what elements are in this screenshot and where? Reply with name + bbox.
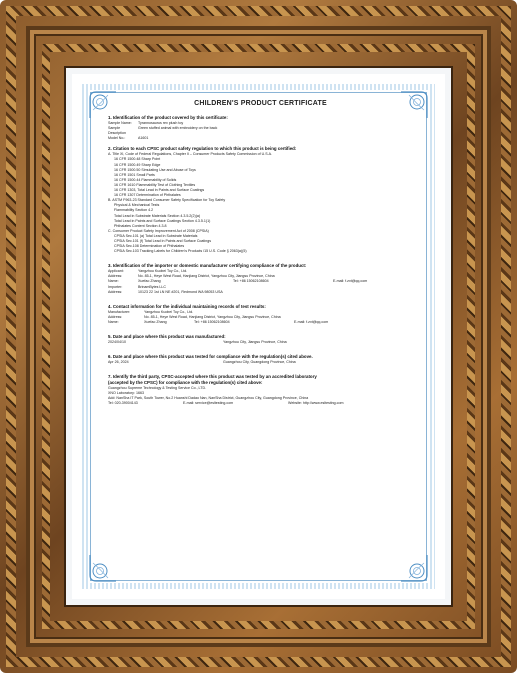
field-row [108, 136, 413, 141]
field-value: Green stuffed animal with embroidery on the back [138, 126, 218, 131]
lab-address: Add: NanSha IT Park, South Tower, No.2 Huanshi Dadao Nan, NanSha District, Guangzhou City, Guangdong Province, China [108, 396, 309, 401]
regulation-item: 16 CFR 1500.50 Simulating Use and Abuse of Toys [114, 167, 196, 172]
regulation-item: CPSIA Sec.103 Tracking Labels for Children's Products /15 U.S. Code § 2063(a)(5) [114, 249, 247, 254]
section-product-identification [108, 115, 413, 141]
section-importer [108, 263, 413, 294]
place-value: Yangzhou City, Jiangsu Province, China [223, 340, 287, 344]
field-label: Manufacturer: [108, 309, 131, 314]
section-heading: (accepted by the CPSC) for compliance with the regulation(s) cited above: [108, 380, 263, 386]
field-label: Name: [108, 279, 119, 284]
regulation-item: 16 CFR 1500.48 Sharp Point [114, 157, 161, 162]
section-regulations [108, 146, 413, 254]
field-label: Sample Name: [108, 121, 132, 125]
corner-ornament-icon [88, 553, 118, 583]
regulation-group-b: B. ASTM F963-23 Standard Consumer Safety Specification for Toy Safety [108, 198, 226, 203]
lab-name: Guangzhou Supreme Technology & Testing Service Co., LTD. [108, 386, 207, 391]
corner-ornament-icon [399, 553, 429, 583]
email-value: E-mail: f.zxt@qq.com [294, 319, 329, 324]
regulation-item: Phthalates Content Section 4.3.8 [114, 223, 167, 228]
field-label: Address: [108, 289, 123, 294]
field-row [108, 290, 413, 295]
field-row [108, 340, 413, 345]
section-testing [108, 354, 413, 365]
field-value: Yangzhou Kuobei Toy Co., Ltd. [144, 309, 194, 314]
field-value: A1601 [138, 136, 149, 141]
email-value: E-mail: service@esltesting.com [183, 401, 234, 406]
field-value: Xuefao Zhang [144, 319, 167, 324]
section-heading: 1. Identification of the product covered by this certificate: [108, 115, 228, 120]
certificate-title: CHILDREN'S PRODUCT CERTIFICATE [194, 100, 327, 107]
regulation-item: 16 CFR 1500.49 Sharp Edge [114, 162, 161, 167]
field-value: 10123 22 1st LN NE #201, Redmond WA 98053 USA [138, 289, 223, 294]
regulation-item: Physical & Mechanical Tests [114, 203, 160, 208]
regulation-item: CPSIA Sec.101 (f) Total Lead in Paints and Surface Coatings [114, 238, 212, 243]
regulation-group-a: A. Title XI, Code of Federal Regulations, Chapter II – Consumer Products Safety Commission of U.S.A. [108, 152, 272, 157]
website-value: Website: http://www.esltesting.com [288, 401, 344, 406]
section-heading: 5. Date and place where this product was manufactured: [108, 334, 226, 339]
certificate-paper [72, 74, 445, 599]
regulation-item: CPSIA Sec.101 (a) Total Lead in Substrate Materials [114, 233, 198, 238]
regulation-item: 16 CFR 1501 Small Parts [114, 172, 155, 177]
section-heading: 6. Date and place where this product was tested for compliance with the regulation(s) cited above. [108, 354, 313, 360]
lab-number: XNO Laboratory: 1663 [108, 391, 144, 396]
field-label: Importer: [108, 284, 123, 289]
field-row [108, 360, 413, 365]
email-value: E-mail: f.zxt@qq.com [333, 279, 368, 284]
phone-value: Tel: +86 15062108604 [194, 319, 230, 324]
field-value: No. 85-1, Heye West Road, Hanjiang District, Yangzhou City, Jiangsu Province, China [144, 314, 281, 319]
regulation-item: 16 CFR 1307 Determination of Phthalates [114, 193, 181, 198]
field-label: Applicant: [108, 269, 124, 274]
field-row [108, 320, 413, 325]
regulation-group-c: C. Consumer Product Safety Improvement Act of 2008 (CPSIA) [108, 228, 209, 233]
field-label: Sample Description [108, 126, 126, 136]
field-row [108, 126, 413, 136]
section-heading: 2. Citation to each CPSC product safety regulation to which this product is being certified: [108, 146, 297, 152]
field-value: Yangzhou Kuobei Toy Co., Ltd. [138, 269, 188, 274]
certificate-content [108, 96, 413, 407]
place-value: Guangzhou City, Guangdong Province, China [223, 360, 296, 365]
regulation-item: 16 CFR 1610 Flammability Test of Clothing Textiles [114, 182, 196, 187]
section-heading: 3. Identification of the importer or domestic manufacturer certifying compliance of the product: [108, 263, 307, 269]
regulation-item: 16 CFR 1303, Total Lead in Paints and Surface Coatings [114, 188, 205, 193]
date-value: 2024/04/10 [108, 340, 126, 344]
field-label: Address: [108, 274, 123, 279]
field-label: Address: [108, 314, 123, 319]
field-value: No. 85-1, Heye West Road, Hanjiang District, Yangzhou City, Jiangsu Province, China [138, 274, 275, 279]
section-heading: 4. Contact information for the individual maintaining records of test results: [108, 303, 266, 309]
section-heading: 7. Identify the third party, CPSC-accepted where this product was tested by an accredited laboratory [108, 374, 317, 380]
regulation-item: Total Lead in Substrate Materials Section 4.3.5.2(2)(a) [114, 213, 201, 218]
regulation-item: Flammability Section 4.2 [114, 208, 154, 213]
field-value: Xuefao Zhang [138, 279, 161, 284]
field-label: Name: [108, 319, 119, 324]
section-manufacture [108, 334, 413, 345]
section-records-contact [108, 304, 413, 325]
field-label: Model No.: [108, 136, 126, 141]
field-value: Tyrannosaurus rex plush toy [138, 121, 184, 125]
date-value: Apr 26, 2024 [108, 360, 129, 365]
phone-value: Tel: +86 15062108604 [233, 279, 269, 284]
lab-contact-row [108, 401, 413, 406]
regulation-item: 16 CFR 1500.44 Flammability of Solids [114, 177, 177, 182]
field-value: BrinamBytes LLC [138, 284, 166, 289]
phone-value: Tel: 020-39004143 [108, 401, 138, 406]
section-laboratory [108, 374, 413, 406]
regulation-item: CPSIA Sec.108 Determination of Phthalates [114, 244, 185, 249]
regulation-item: Total Lead in Paints and Surface Coatings Section 4.3.5.1(1) [114, 218, 211, 223]
